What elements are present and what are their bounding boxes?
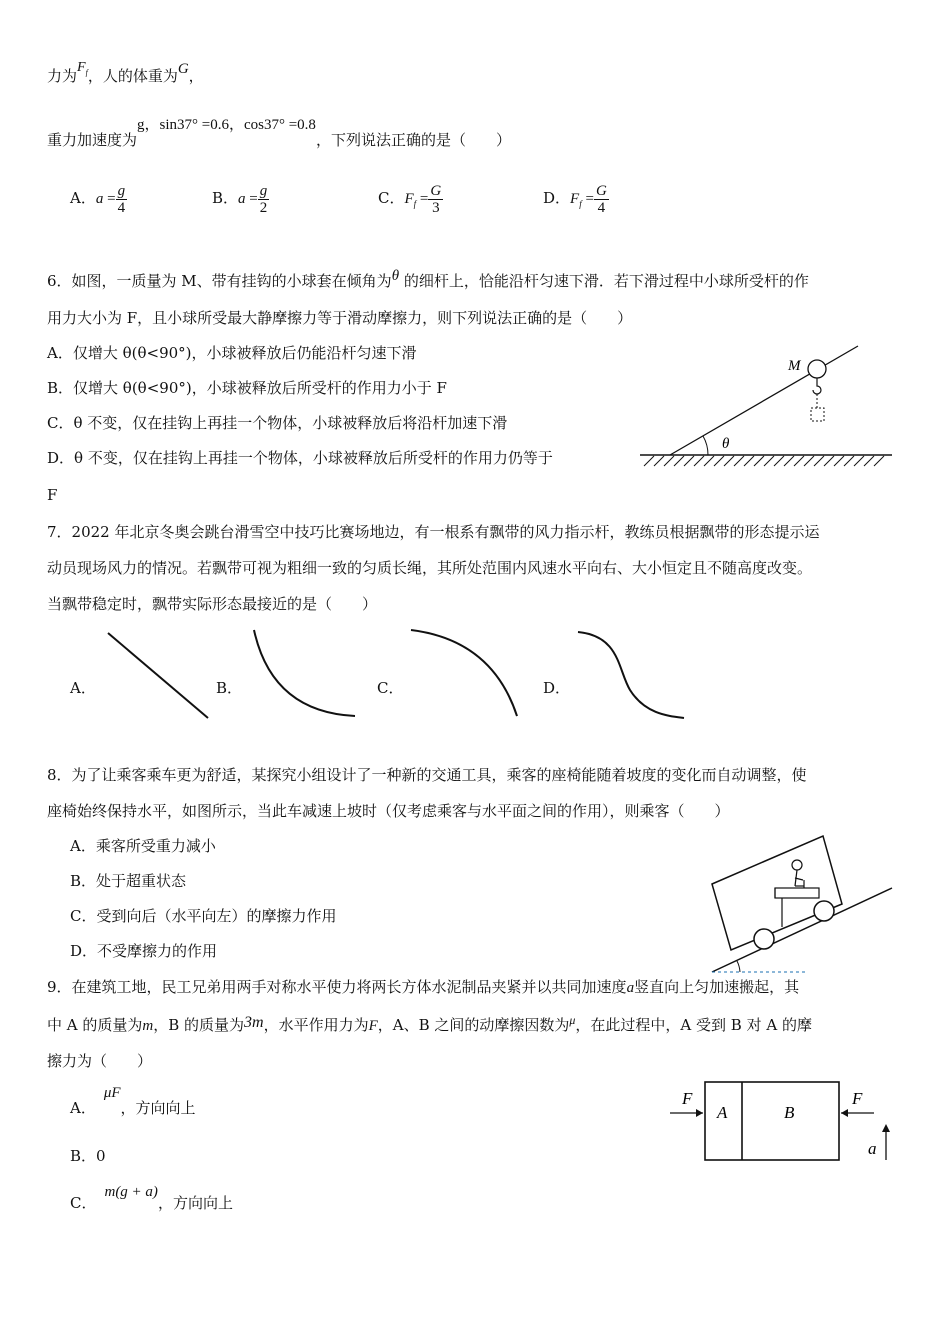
wheel-front: [814, 901, 834, 921]
q7-option-b-label: B．: [216, 679, 243, 697]
block-b-label: B: [784, 1103, 795, 1122]
ribbon-c: [411, 630, 517, 716]
q8-option-c: C．受到向后（水平向左）的摩擦力作用: [70, 907, 337, 925]
ribbon-b: [254, 630, 355, 716]
q9-blocks-figure: [660, 1080, 900, 1170]
q5-option-a: A．a = $\frac{g}{4}$: [70, 182, 126, 216]
mass-label: M: [788, 358, 801, 374]
q7-option-d-label: D．: [543, 679, 571, 697]
q6-stem-line2: 用力大小为 F，且小球所受最大静摩擦力等于滑动摩擦力，则下列说法正确的是（ ）: [47, 309, 633, 327]
q9-stem-line1: 9．在建筑工地，民工兄弟用两手对称水平使力将两长方体水泥制品夹紧并以共同加速度a竖直向上匀加速搬起，其: [47, 978, 800, 996]
q6-stem-line1: 6．如图，一质量为 M、带有挂钩的小球套在倾角为θ 的细杆上，恰能沿杆匀速下滑．若下滑过程中小球所受杆的作: [47, 268, 809, 290]
q5-option-d: D．$F_f$ = $\frac{G}{4}$: [543, 182, 607, 216]
acceleration-label: a: [868, 1139, 877, 1158]
q7-option-c-label: C．: [377, 679, 404, 697]
force-left-label: F: [682, 1089, 693, 1108]
q9-stem-line2: 中 A 的质量为m，B 的质量为3m，水平作用力为F，A、B 之间的动摩擦因数为$^\mu$，在此过程中，A 受到 B 对 A 的摩: [47, 1013, 812, 1034]
force-right-label: F: [852, 1089, 863, 1108]
intro-line2: 重力加速度为g，sin37° =0.6，cos37° =0.8，下列说法正确的是（ ）: [47, 117, 511, 149]
seat-base: [775, 888, 819, 898]
q6-option-d-tail: F: [47, 486, 58, 504]
q9-option-b: B．0: [70, 1147, 106, 1165]
q8-option-d: D．不受摩擦力的作用: [70, 942, 218, 960]
q9-stem-line3: 擦力为（ ）: [47, 1052, 153, 1070]
q9-option-a: A．μF，方向向上: [70, 1085, 196, 1117]
wheel-rear: [754, 929, 774, 949]
q5-option-c: C．$F_f$ = $\frac{G}{3}$: [378, 182, 442, 216]
ribbon-d: [578, 632, 684, 718]
q7-stem-line3: 当飘带稳定时，飘带实际形态最接近的是（ ）: [47, 595, 378, 613]
q7-stem-line1: 7．2022 年北京冬奥会跳台滑雪空中技巧比赛场地边，有一根系有飘带的风力指示杆，教练员根据飘带的形态提示运: [47, 523, 820, 541]
q6-option-c: C．θ 不变，仅在挂钩上再挂一个物体，小球被释放后将沿杆加速下滑: [47, 414, 508, 432]
constants-math: g，sin37° =0.6，cos37° =0.8: [137, 117, 316, 133]
q8-stem-line2: 座椅始终保持水平，如图所示，当此车减速上坡时（仅考虑乘客与水平面之间的作用），则乘客（ ）: [47, 802, 730, 820]
block-a-label: A: [717, 1103, 728, 1122]
q6-option-a: A．仅增大 θ(θ<90°)，小球被释放后仍能沿杆匀速下滑: [47, 344, 417, 362]
passenger-head: [792, 860, 802, 870]
ribbon-a: [108, 633, 208, 718]
ff-symbol: $F_f$: [77, 60, 88, 77]
q5-option-b: B．a = $\frac{g}{2}$: [212, 182, 268, 216]
q9-option-c: C．m(g + a)，方向向上: [70, 1184, 233, 1212]
q8-option-a: A．乘客所受重力减小: [70, 837, 216, 855]
q6-option-b: B．仅增大 θ(θ<90°)，小球被释放后所受杆的作用力小于 F: [47, 379, 447, 397]
theta-label: θ: [722, 436, 730, 452]
intro-line1: 力为$F_f$，人的体重为G，: [47, 60, 204, 85]
q7-option-a-label: A．: [70, 679, 96, 697]
q8-car-figure: [690, 830, 900, 978]
slope: [712, 888, 892, 972]
q8-option-b: B．处于超重状态: [70, 872, 187, 890]
q6-option-d: D．θ 不变，仅在挂钩上再挂一个物体，小球被释放后所受杆的作用力仍等于: [47, 449, 553, 467]
q7-stem-line2: 动员现场风力的情况。若飘带可视为粗细一致的匀质长绳，其所处范围内风速水平向右、大小恒定且不随高度改变。: [47, 559, 813, 577]
q8-stem-line1: 8．为了让乘客乘车更为舒适，某探究小组设计了一种新的交通工具，乘客的座椅能随着坡度的变化而自动调整，使: [47, 766, 807, 784]
